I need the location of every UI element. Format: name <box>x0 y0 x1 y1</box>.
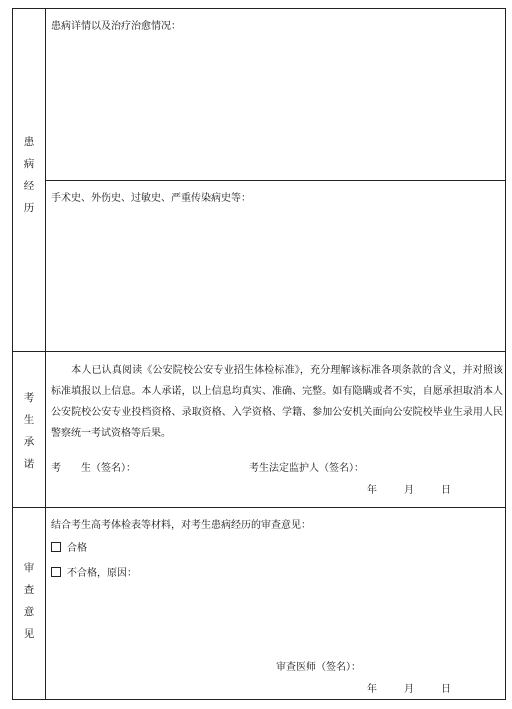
review-date-year: 年 <box>367 684 377 695</box>
review-prompt: 结合考生高考体检表等材料，对考生患病经历的审查意见： <box>51 520 311 531</box>
doctor-signature-label: 审查医师（签名）： <box>276 662 361 673</box>
review-date-day: 日 <box>441 684 451 695</box>
history-divider <box>45 180 505 181</box>
pledge-text: 本人已认真阅读《公安院校公安专业招生体检标准》，充分理解该标准各项条款的含义，并对照该标准填报以上信息。本人承诺，以上信息均真实、准确、完整。如有隐瞒或者不实，自愿承担取消本人公安院校公安专业投档资格、录取资格、入学资格、学籍、参加公安机关面向公安院校毕业生录用人民警察统一考试资格等后果。 <box>51 365 503 439</box>
pledge-date-month: 月 <box>404 485 414 496</box>
review-section-divider <box>13 507 505 508</box>
medical-history-label: 患 病 经 历 <box>23 136 35 214</box>
option-fail[interactable]: 不合格，原因： <box>51 566 137 582</box>
candidate-pledge-label: 考 生 承 诺 <box>23 392 35 470</box>
illness-details-prompt: 患病详情以及治疗治愈情况： <box>51 21 181 32</box>
review-date-month: 月 <box>404 684 414 695</box>
review-opinion-label: 审 查 意 见 <box>23 562 35 640</box>
pledge-date-day: 日 <box>441 485 451 496</box>
label-column-divider <box>45 9 46 699</box>
pledge-date-year: 年 <box>367 485 377 496</box>
health-history-form <box>12 8 506 700</box>
medical-history-prompt: 手术史、外伤史、过敏史、严重传染病史等： <box>51 193 251 204</box>
candidate-signature-label: 考 生（签名）： <box>51 463 136 474</box>
guardian-signature-label: 考生法定监护人（签名）： <box>249 463 364 474</box>
option-pass[interactable]: 合格 <box>51 541 87 557</box>
fail-checkbox[interactable] <box>51 567 61 577</box>
pledge-section-divider <box>13 351 505 352</box>
pass-checkbox[interactable] <box>51 542 61 552</box>
